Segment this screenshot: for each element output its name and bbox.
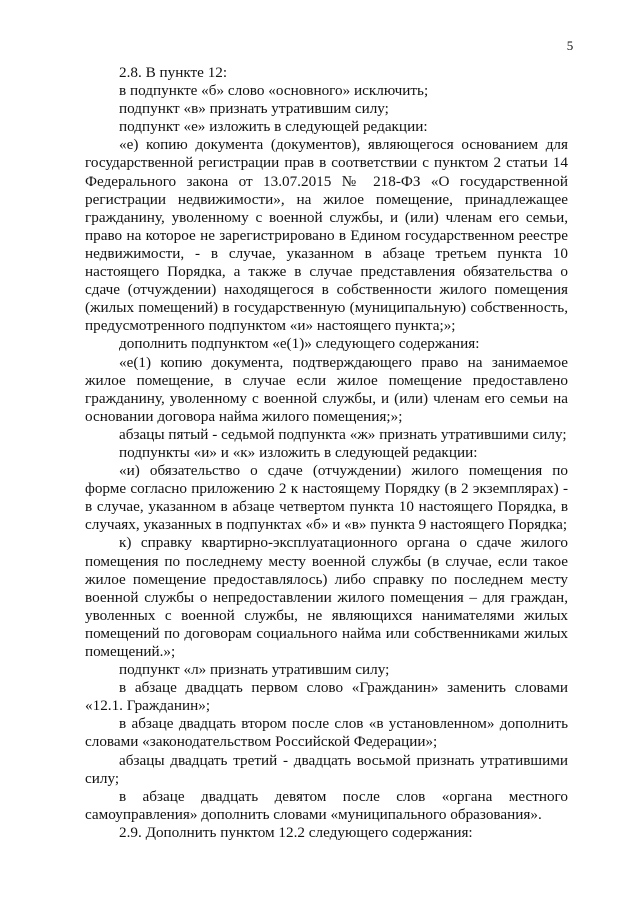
page-number: 5 [566, 38, 574, 53]
paragraph: в абзаце двадцать первом слово «Гражданин» заменить словами «12.1. Гражданин»; [85, 679, 568, 715]
paragraph-quoted-subitem-e: «е) копию документа (документов), являющегося основанием для государственной регистрации прав в соответствии с пунктом 2 статьи 14 Федерального закона от 13.07.2015 № 218-ФЗ «О государственной регистрации недвижимости», на жилое помещение, принадлежащее гражданину, уволенному с военной службы, и (или) членам его семьи, право на которое не зарегистрировано в Едином государственном реестре недвижимости, - в случае, указанном в абзаце третьем пункта 10 настоящего Порядка, а также в случае представления обязательства о сдаче (отчуждении) находящегося в собственности жилого помещения (жилых помещений) в государственную (муниципальную) собственность, предусмотренного подпунктом «и» настоящего пункта;»; [85, 136, 568, 335]
paragraph-quoted-subitem-i: «и) обязательство о сдаче (отчуждении) жилого помещения по форме согласно приложению 2 к настоящему Порядку (в 2 экземплярах) - в случае, указанном в абзаце четвертом пункта 10 настоящего Порядка, в случаях, указанных в подпунктах «б» и «в» пункта 9 настоящего Порядка; [85, 462, 568, 534]
paragraph: подпункт «е» изложить в следующей редакции: [119, 118, 428, 136]
paragraph: в абзаце двадцать втором после слов «в установленном» дополнить словами «законодательством Российской Федерации»; [85, 715, 568, 751]
paragraph: абзацы двадцать третий - двадцать восьмой признать утратившими силу; [85, 751, 568, 787]
paragraph-section-2-8-heading: 2.8. В пункте 12: [119, 64, 228, 81]
paragraph: в подпункте «б» слово «основного» исключить; [119, 82, 429, 100]
paragraph: подпункты «и» и «к» изложить в следующей редакции: [119, 443, 478, 461]
paragraph-section-2-9-heading: 2.9. Дополнить пунктом 12.2 следующего содержания: [119, 823, 473, 841]
paragraph-quoted-subitem-k: к) справку квартирно-эксплуатационного органа о сдаче жилого помещения по последнему месту военной службы (в случае, если такое жилое помещение предоставлялось) либо справку по последнем месту военной службы о непредоставлении жилого помещения – для граждан, уволенных с военной службы, не являющихся нанимателями жилых помещений по договорам социального найма или собственниками жилых помещений.»; [85, 534, 568, 660]
paragraph: подпункт «в» признать утратившим силу; [119, 100, 389, 118]
paragraph: в абзаце двадцать девятом после слов «органа местного самоуправления» дополнить словами «муниципального образования». [85, 787, 568, 823]
document-body [85, 64, 568, 842]
paragraph: подпункт «л» признать утратившим силу; [119, 661, 390, 679]
paragraph-quoted-subitem-e1: «е(1) копию документа, подтверждающего право на занимаемое жилое помещение, в случае если жилое помещение предоставлено гражданину, уволенному с военной службы, и (или) членам его семьи на основании договора найма жилого помещения;»; [85, 353, 568, 425]
paragraph: дополнить подпунктом «е(1)» следующего содержания: [119, 335, 480, 353]
paragraph: абзацы пятый - седьмой подпункта «ж» признать утратившими силу; [119, 425, 567, 443]
